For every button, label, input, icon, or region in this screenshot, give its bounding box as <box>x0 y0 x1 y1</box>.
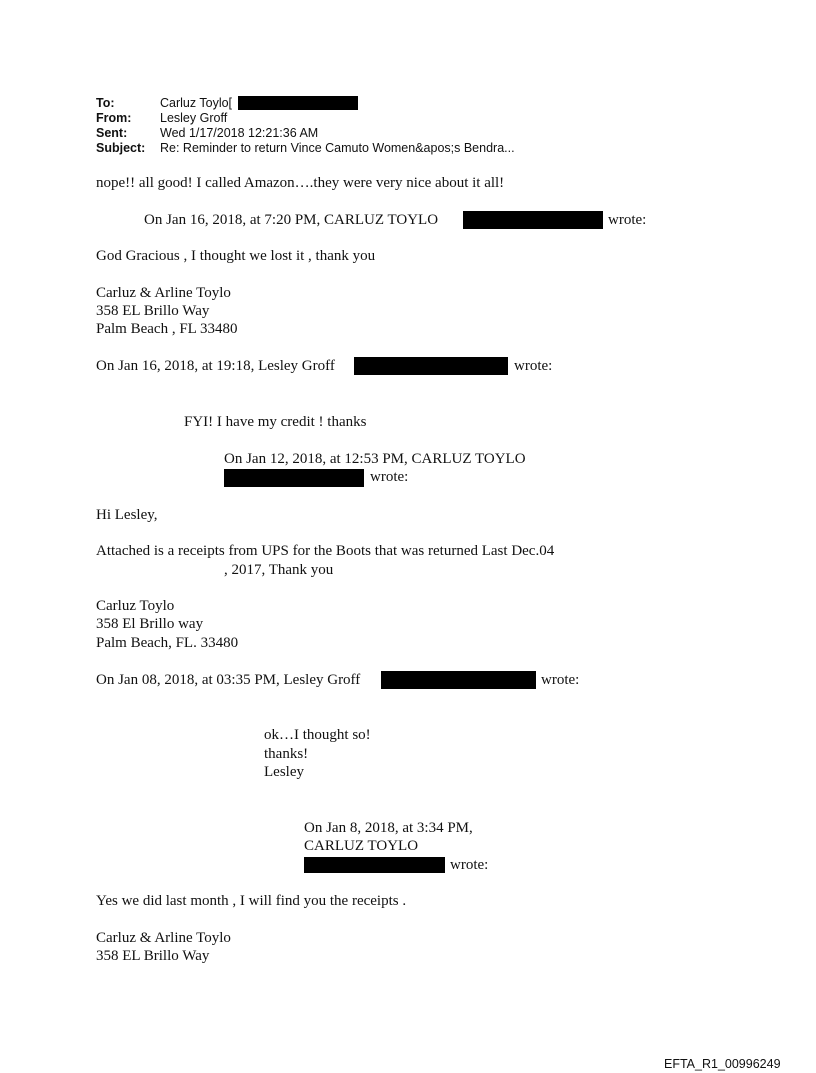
signature-city: Palm Beach , FL 33480 <box>96 321 238 337</box>
message-text: FYI! I have my credit ! thanks <box>184 414 367 430</box>
quote-header-3: On Jan 12, 2018, at 12:53 PM, CARLUZ TOYLO <box>224 451 526 467</box>
to-value: Carluz Toylo[ <box>160 96 233 110</box>
quote-header-5-name: CARLUZ TOYLO <box>304 838 419 854</box>
document-id: EFTA_R1_00996249 <box>664 1057 781 1071</box>
message-text: Yes we did last month , I will find you the receipts . <box>96 893 407 909</box>
message-text: Attached is a receipts from UPS for the Boots that was returned Last Dec.04 <box>96 543 555 559</box>
signature-city: Palm Beach, FL. 33480 <box>96 635 239 651</box>
greeting: Hi Lesley, <box>96 507 158 523</box>
message-text: , 2017, Thank you <box>224 562 334 578</box>
redaction-box <box>354 357 508 375</box>
redaction-box <box>224 469 364 487</box>
quote-header-5: On Jan 8, 2018, at 3:34 PM, <box>304 820 473 836</box>
signature-street: 358 El Brillo way <box>96 616 204 632</box>
quote-header-3-suffix: wrote: <box>370 469 409 485</box>
quote-header-4-suffix: wrote: <box>541 672 580 688</box>
sent-label: Sent: <box>96 126 128 140</box>
signature-street: 358 EL Brillo Way <box>96 948 210 964</box>
quote-header-5-suffix: wrote: <box>450 857 489 873</box>
sent-value: Wed 1/17/2018 12:21:36 AM <box>160 126 319 140</box>
from-label: From: <box>96 111 132 125</box>
redaction-box <box>238 96 358 110</box>
signature-name: Carluz & Arline Toylo <box>96 285 231 301</box>
signature-name: Carluz & Arline Toylo <box>96 930 231 946</box>
quote-header-2-suffix: wrote: <box>514 358 553 374</box>
to-label: To: <box>96 96 115 110</box>
message-text: God Gracious , I thought we lost it , thank you <box>96 248 376 264</box>
message-text: ok…I thought so! <box>264 727 371 743</box>
reply-text: nope!! all good! I called Amazon….they were very nice about it all! <box>96 175 505 191</box>
quote-header-4: On Jan 08, 2018, at 03:35 PM, Lesley Groff <box>96 672 361 688</box>
quote-header-1: On Jan 16, 2018, at 7:20 PM, CARLUZ TOYLO <box>144 212 439 228</box>
quote-header-2: On Jan 16, 2018, at 19:18, Lesley Groff <box>96 358 335 374</box>
redaction-box <box>381 671 536 689</box>
message-text: thanks! <box>264 746 309 762</box>
from-value: Lesley Groff <box>160 111 228 125</box>
quote-header-1-suffix: wrote: <box>608 212 647 228</box>
signature-name: Carluz Toylo <box>96 598 175 614</box>
signature-street: 358 EL Brillo Way <box>96 303 210 319</box>
redaction-box <box>304 857 445 873</box>
subject-label: Subject: <box>96 141 146 155</box>
redaction-box <box>463 211 603 229</box>
subject-value: Re: Reminder to return Vince Camuto Women&apos;s Bendra... <box>160 141 515 155</box>
sender-name: Lesley <box>264 764 304 780</box>
